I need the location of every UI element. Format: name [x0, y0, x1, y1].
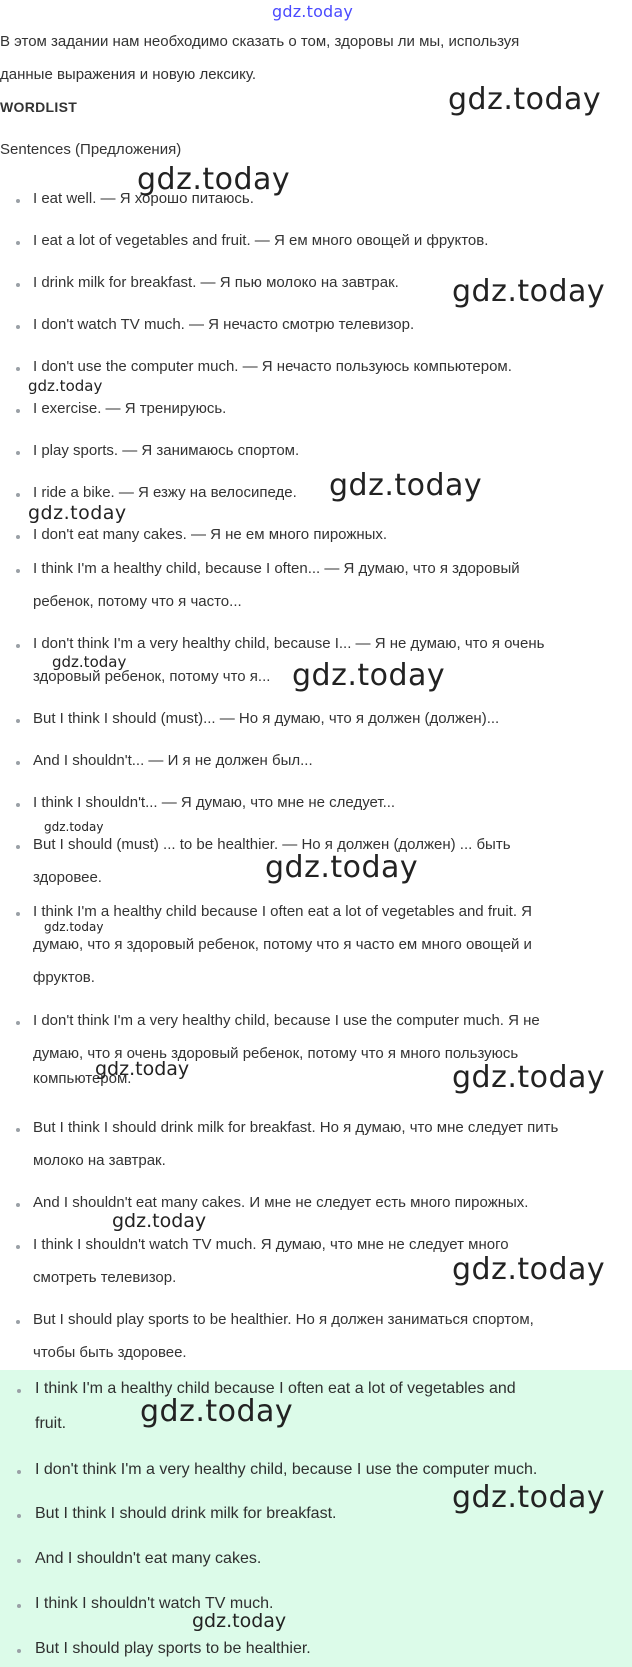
answer-block: I think I'm a healthy child because I often eat a lot of vegetables and fruit. I don't think I'm a very healthy child, because I use the computer much. But I think I should drink milk for breakfast. And I shouldn't eat many cakes. I think I shouldn't watch TV much. But I should play sports to be healthier. [0, 1370, 632, 1667]
watermark: gdz.today [265, 850, 419, 885]
watermark: gdz.today [112, 1210, 207, 1232]
bullet-icon [17, 1649, 21, 1653]
bullet-icon [16, 1203, 20, 1207]
bullet-icon [16, 1320, 20, 1324]
bullet-icon [16, 1245, 20, 1249]
watermark: gdz.today [28, 502, 127, 524]
sentences-heading: Sentences (Предложения) [0, 141, 182, 158]
bullet-icon [16, 535, 20, 539]
watermark: gdz.today [44, 820, 104, 834]
bullet-icon [16, 283, 20, 287]
wordlist-heading: WORDLIST [0, 99, 78, 115]
watermark: gdz.today [192, 1610, 287, 1632]
intro-text-line-2: данные выражения и новую лексику. [0, 66, 257, 83]
bullet-icon [16, 644, 20, 648]
watermark: gdz.today [52, 653, 127, 671]
bullet-icon [16, 1128, 20, 1132]
bullet-icon [17, 1604, 21, 1608]
intro-text-line-1: В этом задании нам необходимо сказать о том, здоровы ли мы, используя [0, 33, 520, 50]
bullet-icon [16, 241, 20, 245]
watermark: gdz.today [44, 920, 104, 934]
bullet-icon [17, 1470, 21, 1474]
bullet-icon [16, 409, 20, 413]
bullet-icon [17, 1389, 21, 1393]
bullet-icon [16, 199, 20, 203]
watermark: gdz.today [292, 658, 446, 693]
watermark: gdz.today [452, 1480, 606, 1515]
bullet-icon [16, 803, 20, 807]
bullet-icon [16, 1021, 20, 1025]
bullet-icon [16, 845, 20, 849]
bullet-icon [16, 569, 20, 573]
bullet-icon [17, 1514, 21, 1518]
bullet-icon [16, 451, 20, 455]
bullet-icon [16, 912, 20, 916]
bullet-icon [16, 325, 20, 329]
watermark: gdz.today [140, 1394, 294, 1429]
watermark: gdz.today [452, 1252, 606, 1287]
watermark: gdz.today [448, 82, 602, 117]
site-link[interactable]: gdz.today [272, 2, 354, 21]
bullet-icon [16, 367, 20, 371]
bullet-icon [16, 719, 20, 723]
watermark: gdz.today [95, 1058, 190, 1080]
watermark: gdz.today [28, 377, 103, 395]
watermark: gdz.today [329, 468, 483, 503]
watermark: gdz.today [452, 274, 606, 309]
watermark: gdz.today [137, 162, 291, 197]
bullet-icon [17, 1559, 21, 1563]
bullet-icon [16, 493, 20, 497]
watermark: gdz.today [452, 1060, 606, 1095]
bullet-icon [16, 761, 20, 765]
